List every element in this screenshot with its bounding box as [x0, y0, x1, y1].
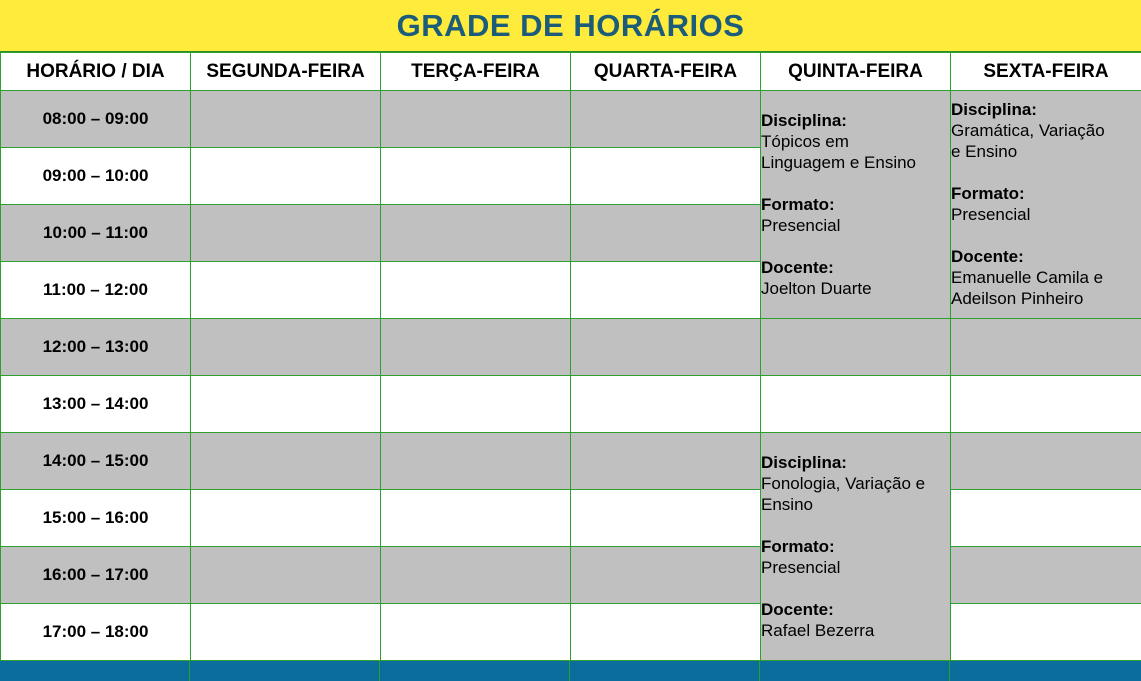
time-slot: 14:00 – 15:00	[1, 433, 191, 490]
slot-cell	[381, 547, 571, 604]
slot-cell	[951, 319, 1141, 376]
formato-label: Formato:	[951, 184, 1025, 203]
class-block-sexta-manha	[951, 91, 1141, 319]
docente-value: Joelton Duarte	[761, 279, 872, 298]
docente-value: Rafael Bezerra	[761, 621, 875, 640]
formato-value: Presencial	[951, 205, 1031, 224]
slot-cell	[761, 319, 951, 376]
time-slot: 16:00 – 17:00	[1, 547, 191, 604]
slot-cell	[571, 547, 761, 604]
header-quarta: QUARTA-FEIRA	[571, 53, 761, 91]
slot-cell	[761, 376, 951, 433]
slot-cell	[951, 376, 1141, 433]
disciplina-value: Fonologia, Variação e	[761, 474, 926, 493]
slot-cell	[381, 433, 571, 490]
slot-cell	[571, 433, 761, 490]
slot-cell	[571, 148, 761, 205]
slot-cell	[191, 433, 381, 490]
slot-cell	[951, 433, 1141, 490]
slot-cell	[951, 490, 1141, 547]
header-terca: TERÇA-FEIRA	[381, 53, 571, 91]
footer-bar	[0, 661, 1141, 681]
slot-cell	[571, 319, 761, 376]
header-time: HORÁRIO / DIA	[1, 53, 191, 91]
slot-cell	[571, 205, 761, 262]
slot-cell	[381, 319, 571, 376]
formato-label: Formato:	[761, 195, 835, 214]
disciplina-value: Ensino	[761, 495, 813, 514]
disciplina-value: e Ensino	[951, 142, 1018, 161]
slot-cell	[381, 490, 571, 547]
slot-cell	[381, 604, 571, 661]
table-row	[1, 547, 1141, 604]
header-row	[1, 53, 1141, 91]
slot-cell	[191, 604, 381, 661]
header-quinta: QUINTA-FEIRA	[761, 53, 951, 91]
time-slot: 17:00 – 18:00	[1, 604, 191, 661]
class-block-quinta-tarde	[761, 433, 951, 661]
docente-value: Emanuelle Camila e	[951, 268, 1104, 287]
slot-cell	[571, 604, 761, 661]
title-bar	[0, 0, 1141, 52]
formato-value: Presencial	[761, 558, 841, 577]
table-row	[1, 490, 1141, 547]
time-slot: 12:00 – 13:00	[1, 319, 191, 376]
schedule-table	[0, 52, 1141, 661]
slot-cell	[381, 148, 571, 205]
slot-cell	[191, 490, 381, 547]
slot-cell	[571, 91, 761, 148]
table-row	[1, 604, 1141, 661]
docente-label: Docente:	[761, 600, 834, 619]
time-slot: 11:00 – 12:00	[1, 262, 191, 319]
disciplina-value: Tópicos em	[761, 132, 849, 151]
slot-cell	[191, 148, 381, 205]
slot-cell	[191, 547, 381, 604]
slot-cell	[191, 376, 381, 433]
slot-cell	[381, 262, 571, 319]
header-sexta: SEXTA-FEIRA	[951, 53, 1141, 91]
time-slot: 10:00 – 11:00	[1, 205, 191, 262]
time-slot: 13:00 – 14:00	[1, 376, 191, 433]
slot-cell	[951, 547, 1141, 604]
slot-cell	[571, 262, 761, 319]
table-row	[1, 433, 1141, 490]
slot-cell	[191, 205, 381, 262]
formato-value: Presencial	[761, 216, 841, 235]
table-row	[1, 91, 1141, 148]
table-row	[1, 319, 1141, 376]
time-slot: 09:00 – 10:00	[1, 148, 191, 205]
time-slot: 15:00 – 16:00	[1, 490, 191, 547]
slot-cell	[381, 376, 571, 433]
disciplina-value: Linguagem e Ensino	[761, 153, 917, 172]
time-slot: 08:00 – 09:00	[1, 91, 191, 148]
slot-cell	[191, 262, 381, 319]
disciplina-label: Disciplina:	[761, 453, 847, 472]
disciplina-label: Disciplina:	[761, 111, 847, 130]
docente-value: Adeilson Pinheiro	[951, 289, 1084, 308]
slot-cell	[571, 490, 761, 547]
slot-cell	[381, 91, 571, 148]
formato-label: Formato:	[761, 537, 835, 556]
docente-label: Docente:	[761, 258, 834, 277]
disciplina-value: Gramática, Variação	[951, 121, 1105, 140]
slot-cell	[951, 604, 1141, 661]
slot-cell	[381, 205, 571, 262]
disciplina-label: Disciplina:	[951, 100, 1037, 119]
slot-cell	[191, 91, 381, 148]
docente-label: Docente:	[951, 247, 1024, 266]
table-row	[1, 376, 1141, 433]
page-title: GRADE DE HORÁRIOS	[396, 7, 745, 43]
slot-cell	[571, 376, 761, 433]
class-block-quinta-manha	[761, 91, 951, 319]
slot-cell	[191, 319, 381, 376]
header-segunda: SEGUNDA-FEIRA	[191, 53, 381, 91]
